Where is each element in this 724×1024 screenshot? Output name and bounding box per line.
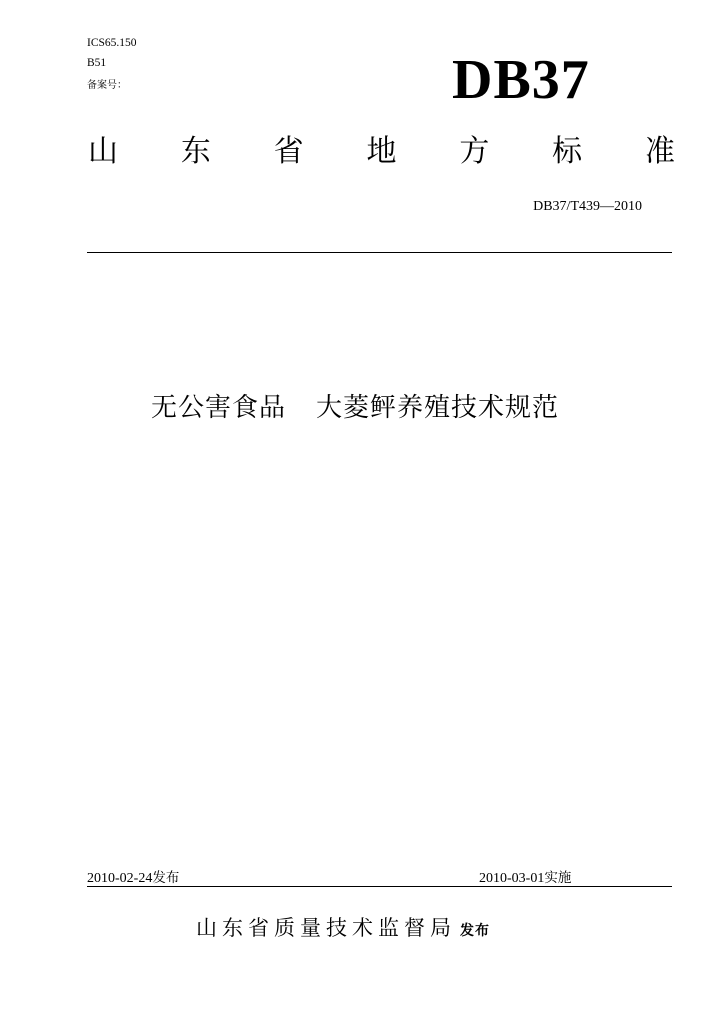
standard-type-heading xyxy=(88,132,675,172)
issuer-name: 山东省质量技术监督局 xyxy=(196,916,456,940)
title-part-1: 无公害食品 xyxy=(150,393,286,423)
standard-type-char: 标 xyxy=(552,134,583,169)
ccs-code: B51 xyxy=(87,57,107,69)
issuer-action: 发布 xyxy=(460,923,490,939)
issuer-line xyxy=(196,912,490,942)
header-divider xyxy=(87,252,672,253)
implement-date-line xyxy=(479,866,571,887)
document-title xyxy=(0,387,724,424)
standard-type-char: 准 xyxy=(644,134,675,169)
standard-number: DB37/T439—2010 xyxy=(533,199,642,214)
release-date: 2010-02-24 xyxy=(87,871,153,886)
standard-type-char: 山 xyxy=(88,134,118,169)
standard-type-char: 省 xyxy=(273,134,304,169)
db-code: DB37 xyxy=(452,49,590,111)
release-label: 发布 xyxy=(152,870,180,886)
ics-code: ICS65.150 xyxy=(87,37,137,49)
title-part-2: 大菱鲆养殖技术规范 xyxy=(316,393,560,423)
release-date-line xyxy=(87,866,179,887)
standard-type-char: 方 xyxy=(459,134,490,169)
implement-label: 实施 xyxy=(544,870,572,886)
standard-type-char: 东 xyxy=(180,134,211,169)
standard-type-char: 地 xyxy=(366,134,397,169)
implement-date: 2010-03-01 xyxy=(479,871,545,886)
footer-divider xyxy=(87,886,672,887)
filing-number-label: 备案号： xyxy=(87,80,127,91)
